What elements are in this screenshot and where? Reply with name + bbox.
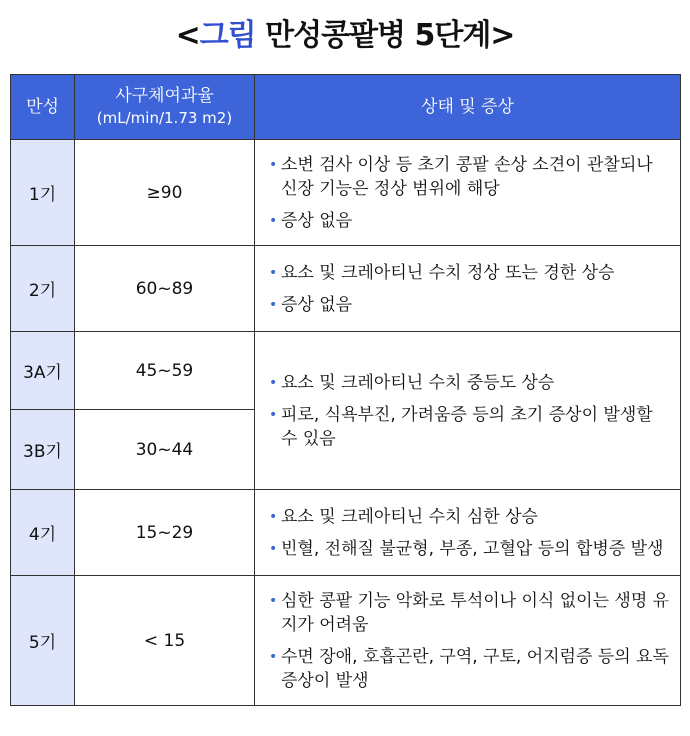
bullet-icon: •	[269, 156, 278, 173]
bullet-icon: •	[269, 508, 278, 525]
stage-cell: 3A기	[11, 332, 75, 410]
ckd-stage-table	[10, 74, 681, 706]
gfr-cell: 45~59	[75, 332, 255, 410]
table-header-row	[11, 75, 681, 140]
table-row	[11, 576, 681, 706]
header-gfr-line2: (mL/min/1.73 m2)	[96, 109, 233, 127]
desc-cell	[255, 576, 681, 706]
list-item: • 요소 및 크레아티닌 수치 정상 또는 경한 상승	[269, 262, 615, 283]
header-stage: 만성	[11, 75, 75, 140]
header-desc: 상태 및 증상	[255, 75, 681, 140]
bullet-icon: •	[269, 592, 278, 609]
bullet-icon: •	[269, 374, 278, 391]
list-item: • 요소 및 크레아티닌 수치 중등도 상승	[269, 372, 555, 393]
list-item: • 증상 없음	[269, 294, 353, 315]
list-item: • 피로, 식욕부진, 가려움증 등의 초기 증상이 발생할 수 있음	[269, 404, 653, 449]
stage-cell: 1기	[11, 140, 75, 246]
desc-cell	[255, 140, 681, 246]
title-bracket-open: <	[175, 18, 200, 53]
list-item: • 증상 없음	[269, 210, 353, 231]
stage-cell: 2기	[11, 246, 75, 332]
list-item: • 요소 및 크레아티닌 수치 심한 상승	[269, 506, 538, 527]
stage-cell: 5기	[11, 576, 75, 706]
desc-cell	[255, 332, 681, 490]
title-accent: 그림	[199, 18, 256, 53]
gfr-cell: 15~29	[75, 490, 255, 576]
table-row	[11, 246, 681, 332]
bullet-icon: •	[269, 648, 278, 665]
list-item: • 심한 콩팥 기능 악화로 투석이나 이식 없이는 생명 유지가 어려움	[269, 590, 670, 635]
gfr-cell: 30~44	[75, 410, 255, 490]
table-row	[11, 140, 681, 246]
table-row	[11, 332, 681, 410]
gfr-cell: 60~89	[75, 246, 255, 332]
bullet-icon: •	[269, 212, 278, 229]
title-bracket-close: >	[490, 18, 515, 53]
table-row	[11, 490, 681, 576]
desc-cell	[255, 246, 681, 332]
gfr-cell: ≥90	[75, 140, 255, 246]
bullet-icon: •	[269, 264, 278, 281]
bullet-icon: •	[269, 296, 278, 313]
header-gfr	[75, 75, 255, 140]
stage-cell: 3B기	[11, 410, 75, 490]
page-title	[0, 10, 690, 54]
bullet-icon: •	[269, 540, 278, 557]
list-item: • 소변 검사 이상 등 초기 콩팥 손상 소견이 관찰되나 신장 기능은 정상 범위에 해당	[269, 154, 653, 199]
gfr-cell: < 15	[75, 576, 255, 706]
header-gfr-line1: 사구체여과율	[115, 86, 214, 106]
list-item: • 수면 장애, 호흡곤란, 구역, 구토, 어지럼증 등의 요독 증상이 발생	[269, 646, 669, 691]
desc-cell	[255, 490, 681, 576]
list-item: • 빈혈, 전해질 불균형, 부종, 고혈압 등의 합병증 발생	[269, 538, 664, 559]
bullet-icon: •	[269, 406, 278, 423]
stage-cell: 4기	[11, 490, 75, 576]
title-main: 만성콩팥병 5단계	[255, 18, 491, 53]
